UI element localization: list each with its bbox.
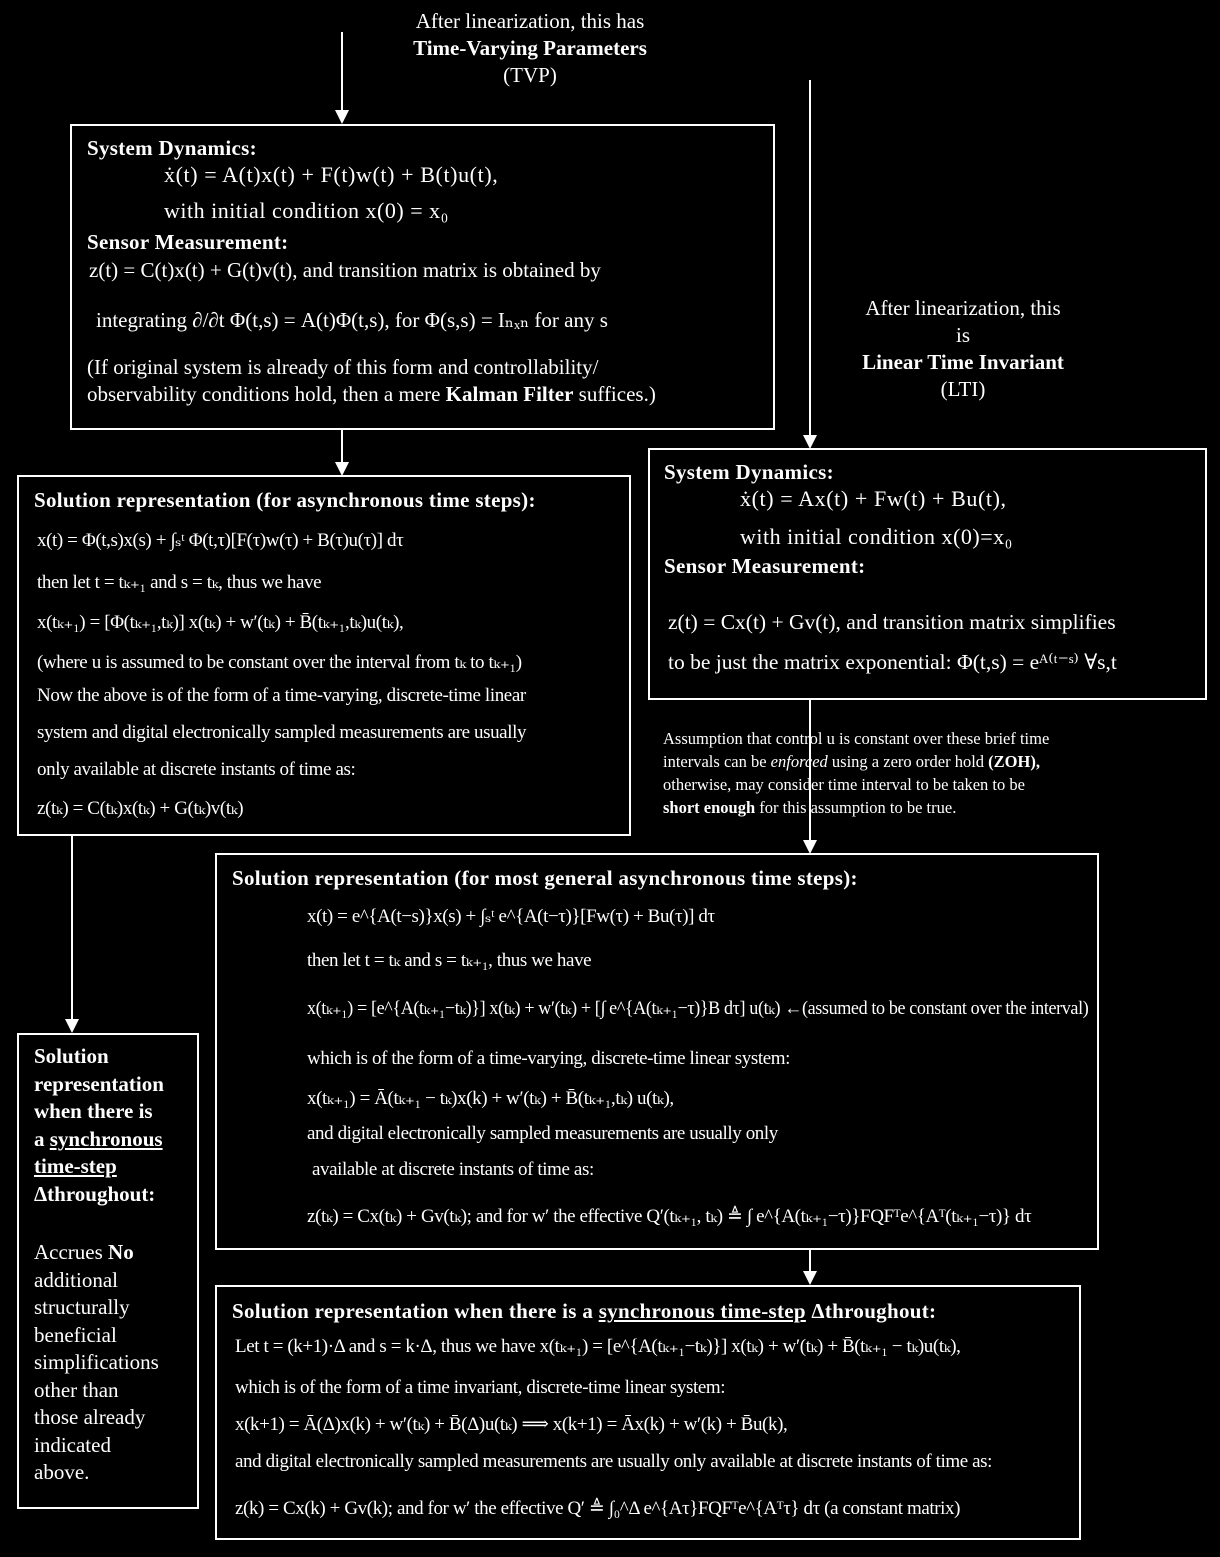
general-line6: and digital electronically sampled measurements are usually only <box>307 1123 778 1144</box>
side-h5 <box>34 1153 164 1181</box>
tvp-system-box <box>70 124 775 430</box>
general-heading: Solution representation (for most general asynchronous time steps): <box>232 866 858 890</box>
async-line2: then let t = tₖ₊₁ and s = tₖ, thus we have <box>37 572 322 593</box>
side-h3: when there is <box>34 1099 153 1123</box>
general-eq3: x(tₖ₊₁) = [e^{A(tₖ₊₁−tₖ)}] x(tₖ) + w′(tₖ) + [∫ e^{A(tₖ₊₁−τ)}B dτ] u(tₖ) ←(assumed to be constant over the interval) <box>307 998 1089 1019</box>
zoh-note-line1: Assumption that control u is constant over these brief time <box>663 729 1050 748</box>
side-h6: Δthroughout: <box>34 1181 156 1206</box>
side-b2: additional <box>34 1267 118 1292</box>
side-b1b: No <box>108 1240 134 1264</box>
sync-heading-b: synchronous time-step <box>598 1299 806 1323</box>
lti-caption <box>818 295 1108 403</box>
sync-solution-box <box>215 1285 1081 1540</box>
lti-initial-condition: with initial condition x(0)=x₀ <box>740 524 1013 549</box>
tvp-note-line2-a: observability conditions hold, then a mere <box>87 382 446 406</box>
async-eq1: x(t) = Φ(t,s)x(s) + ∫ₛᵗ Φ(t,τ)[F(τ)w(τ) + B(τ)u(τ)] dτ <box>37 530 404 551</box>
lti-caption-line3: Linear Time Invariant <box>862 350 1064 374</box>
sync-eq5: z(k) = Cx(k) + Gv(k); and for w′ the effective Q′ ≜ ∫₀^Δ e^{Aτ}FQFᵀe^{Aᵀτ} dτ (a constant matrix) <box>235 1498 961 1519</box>
sync-line2: which is of the form of a time invariant, discrete-time linear system: <box>235 1377 726 1398</box>
lti-eq-dynamics: ẋ(t) = Ax(t) + Fw(t) + Bu(t), <box>740 486 1007 511</box>
side-b7: those already <box>34 1405 146 1429</box>
async-line7: only available at discrete instants of time as: <box>37 759 356 780</box>
tvp-initial-condition: with initial condition x(0) = x₀ <box>164 198 449 223</box>
general-line2: then let t = tₖ and s = tₖ₊₁, thus we have <box>307 950 592 971</box>
side-b9: above. <box>34 1460 90 1484</box>
async-heading: Solution representation (for asynchronous time steps): <box>34 488 536 512</box>
zoh-note-line3: otherwise, may consider time interval to be taken to be <box>663 775 1025 794</box>
tvp-eq-measurement: z(t) = C(t)x(t) + G(t)v(t), and transition matrix is obtained by <box>89 258 601 282</box>
tvp-eq-dynamics: ẋ(t) = A(t)x(t) + F(t)w(t) + B(t)u(t), <box>164 162 499 187</box>
side-b1a: Accrues <box>34 1240 109 1264</box>
zoh-note-line4 <box>663 796 1163 819</box>
async-line4: (where u is assumed to be constant over the interval from tₖ to tₖ₊₁) <box>37 652 522 673</box>
side-h1: Solution <box>34 1044 109 1068</box>
general-line7: available at discrete instants of time as: <box>312 1159 594 1180</box>
zoh-note-line2-a: intervals can be <box>663 752 771 771</box>
lti-heading-measurement: Sensor Measurement: <box>664 554 866 578</box>
side-h2: representation <box>34 1071 164 1096</box>
async-solution-box <box>17 475 631 836</box>
general-line4: which is of the form of a time-varying, discrete-time linear system: <box>307 1048 791 1069</box>
lti-eq-measurement: z(t) = Cx(t) + Gv(t), and transition matrix simplifies <box>668 610 1116 634</box>
async-eq8: z(tₖ) = C(tₖ)x(tₖ) + G(tₖ)v(tₖ) <box>37 798 244 819</box>
zoh-note-line2-c: using a zero order hold <box>827 752 989 771</box>
sync-eq3: x(k+1) = Ā(Δ)x(k) + w′(tₖ) + B̄(Δ)u(tₖ) ⟹ x(k+1) = Āx(k) + w′(k) + B̄u(k), <box>235 1414 788 1435</box>
zoh-note-line4-b: for this assumption to be true. <box>755 798 957 817</box>
lti-system-box <box>648 448 1207 700</box>
lti-heading-dynamics: System Dynamics: <box>664 460 834 484</box>
tvp-caption <box>350 8 710 89</box>
sync-eq1: Let t = (k+1)·Δ and s = k·Δ, thus we have x(tₖ₊₁) = [e^{A(tₖ₊₁−tₖ)}] x(tₖ) + w′(tₖ) + B̄(tₖ₊₁ − tₖ)u(tₖ), <box>235 1336 961 1357</box>
side-b6: other than <box>34 1377 119 1402</box>
zoh-note-enforced: enforced <box>770 752 828 771</box>
general-eq1: x(t) = e^{A(t−s)}x(s) + ∫ₛᵗ e^{A(t−τ)}[Fw(τ) + Bu(τ)] dτ <box>307 906 715 927</box>
general-eq8: z(tₖ) = Cx(tₖ) + Gv(tₖ); and for w′ the effective Q′(tₖ₊₁, tₖ) ≜ ∫ e^{A(tₖ₊₁−τ)}FQFᵀe^{Aᵀ(tₖ₊₁−τ)} dτ <box>307 1206 1032 1227</box>
side-h4b: synchronous <box>49 1126 163 1151</box>
tvp-note-line2 <box>87 382 656 407</box>
sync-heading-a: Solution representation when there is a <box>232 1299 599 1323</box>
side-body <box>34 1239 159 1487</box>
kalman-filter-term: Kalman Filter <box>445 382 574 406</box>
side-h4a: a <box>34 1126 50 1151</box>
side-b1 <box>34 1239 159 1267</box>
lti-eq-exponential: to be just the matrix exponential: Φ(t,s) = eᴬ⁽ᵗ⁻ˢ⁾ ∀s,t <box>668 650 1117 674</box>
tvp-caption-line2: Time-Varying Parameters <box>413 36 647 60</box>
zoh-note <box>663 727 1163 819</box>
tvp-note-line2-c: suffices.) <box>573 382 656 406</box>
tvp-note-line1: (If original system is already of this form and controllability/ <box>87 355 599 379</box>
general-solution-box <box>215 853 1099 1250</box>
tvp-heading-measurement: Sensor Measurement: <box>87 230 289 254</box>
async-line5: Now the above is of the form of a time-varying, discrete-time linear <box>37 685 526 706</box>
side-sync-box <box>17 1033 199 1509</box>
zoh-note-zoh: (ZOH), <box>988 752 1040 771</box>
zoh-note-short-enough: short enough <box>663 798 756 817</box>
sync-heading-c: Δthroughout: <box>805 1299 937 1323</box>
side-b5: simplifications <box>34 1350 159 1374</box>
side-h5-text: time-step <box>34 1154 117 1178</box>
side-b3: structurally <box>34 1295 130 1319</box>
side-b4: beneficial <box>34 1322 117 1347</box>
general-eq5: x(tₖ₊₁) = Ā(tₖ₊₁ − tₖ)x(k) + w′(tₖ) + B̄(tₖ₊₁,tₖ) u(tₖ), <box>307 1088 674 1109</box>
async-eq3: x(tₖ₊₁) = [Φ(tₖ₊₁,tₖ)] x(tₖ) + w′(tₖ) + B̄(tₖ₊₁,tₖ)u(tₖ), <box>37 612 404 633</box>
async-line6: system and digital electronically sampled measurements are usually <box>37 722 527 743</box>
side-h4 <box>34 1126 164 1154</box>
side-b8: indicated <box>34 1432 111 1457</box>
tvp-caption-line1: After linearization, this has <box>415 9 645 33</box>
tvp-caption-line3: (TVP) <box>503 63 557 87</box>
lti-caption-line1: After linearization, this <box>865 296 1061 320</box>
sync-heading <box>232 1299 936 1324</box>
side-heading <box>34 1043 164 1208</box>
sync-line4: and digital electronically sampled measurements are usually only available at discrete instants of time as: <box>235 1451 993 1472</box>
lti-caption-line2: is <box>955 323 970 347</box>
tvp-eq-integrating: integrating ∂/∂t Φ(t,s) = A(t)Φ(t,s), for Φ(s,s) = Iₙₓₙ for any s <box>96 308 608 332</box>
lti-caption-line4: (LTI) <box>940 377 986 401</box>
tvp-heading-dynamics: System Dynamics: <box>87 136 257 160</box>
zoh-note-line2 <box>663 750 1163 773</box>
